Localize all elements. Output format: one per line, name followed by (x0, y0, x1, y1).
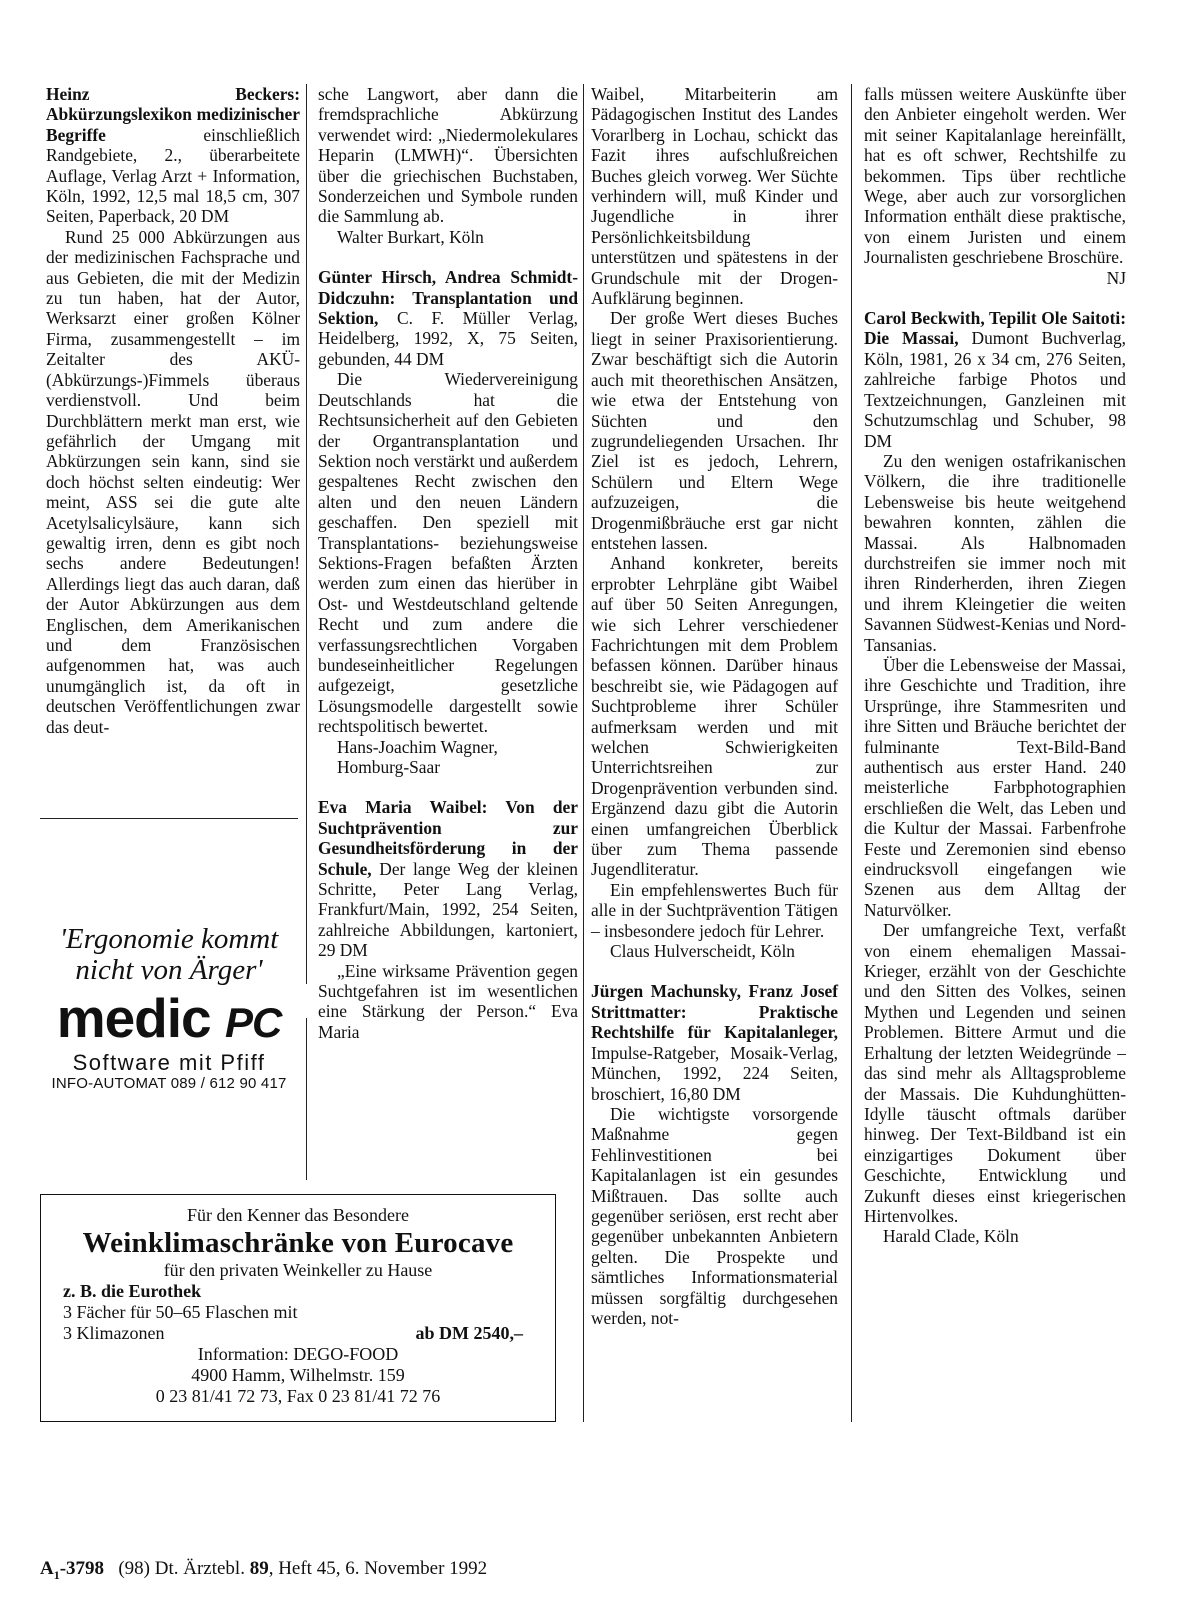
ad-wine-spec2: 3 Klimazonen (63, 1323, 165, 1343)
ad-medic-pc (40, 924, 298, 1093)
ad-wine-spec-row (63, 1323, 533, 1344)
review-paragraph: Der große Wert dieses Buches liegt in seiner Praxisorientierung. Zwar beschäftigt sich die Autorin auch mit theorethischen Ansätzen, wie etwa der Entstehung von Süchten und den zugrundeliegenden Ursachen. Ihr Ziel ist es jedoch, Lehrern, Schülern und Eltern Wege aufzuzeigen, die Drogenmißbräuche erst gar nicht entstehen lassen. (591, 308, 838, 553)
review-heading-machunsky (591, 981, 838, 1103)
review-heading-beckers (46, 84, 300, 227)
review-continuation: Waibel, Mitarbeiterin am Pädagogischen Institut des Landes Vorarlberg in Lochau, schickt das Fazit ihres aufschlußreichen Buches gleich vorweg. Wer Süchte verhindern will, muß Kinder und Jugendliche in ihrer Persönlichkeitsbildung unterstützen und spätestens in der Grundschule mit der Drogen-Aufklärung beginnen. (591, 84, 838, 309)
review-continuation (864, 84, 1126, 288)
review-paragraph: Anhand konkreter, bereits erprobter Lehrpläne gibt Waibel auf über 50 Seiten Anregungen, wie sich Lehrer verschiedener Fachrichtungen mit dem Problem befassen können. Darüber hinaus beschreibt sie, wie Pädagogen auf Suchtprobleme ihrer Schüler aufmerksam werden und mit welchen Schwierigkeiten Unterrichtsreihen zur Drogenprävention verbunden sind. Ergänzend dazu gibt die Autorin einen umfangreichen Überblick über zum Thema passende Jugendliteratur. (591, 553, 838, 880)
review-paragraph: Zu den wenigen ostafrikanischen Völkern, die ihre traditionelle Lebensweise bis heute weitgehend bewahren konnten, zählen die Massai. Als Halbnomaden durchstreifen sie immer noch mit ihren Rinderherden, ihren Ziegen und ihrem Kleingetier die weiten Savannen Südwest-Kenias und Nord-Tansanias. (864, 450, 1126, 655)
review-body: „Eine wirksame Prävention gegen Suchtgefahren ist im wesentlichen eine Stärkung der Person.“ Eva Maria (318, 960, 578, 1042)
review-signature: Walter Burkart, Köln (337, 226, 484, 247)
review-heading-beckwith (864, 308, 1126, 451)
ad-wine-line2: für den privaten Weinkeller zu Hause (163, 1260, 433, 1280)
ad-wine-price: ab DM 2540,– (415, 1323, 523, 1343)
column-rule-1 (306, 84, 307, 984)
review-continuation: sche Langwort, aber dann die fremdsprachliche Abkürzung verwendet wird: „Niedermolekulares Heparin (LMWH)“. Übersichten über die griechischen Buchstaben, Sonderzeichen und Symbole runden die Sammlung ab. (318, 84, 578, 227)
review-heading-rest: Dumont Buchverlag, Köln, 1981, 26 x 34 cm, 276 Seiten, zahlreiche farbige Photos und Textzeichnungen, Ganzleinen mit Schutzumschlag und Schuber, 98 DM (864, 328, 1126, 451)
column-1 (46, 84, 300, 737)
ad-brand-suffix: PC (224, 999, 282, 1046)
review-body: Rund 25 000 Abkürzungen aus der medizinischen Fachsprache und aus Gebieten, die mit der Medizin zu tun haben, hat der Autor, Werksarzt einer großen Kölner Firma, zusammengestellt – im Zeitalter des AKÜ-(Abkürzungs-)Fimmels überaus verdienstvoll. Und beim Durchblättern merkt man erst, wie gefährlich der Umgang mit Abkürzungen sein kann, sind sie doch höchst selten eindeutig: Wer meint, ASS sei die gute alte Acetylsalicylsäure, kann sich gewaltig irren, denn es gibt noch sechs andere Bedeutungen! Allerdings liegt das auch daran, daß der Autor Abkürzungen aus dem Englischen, dem Amerikanischen und dem Französischen aufgenommen hat, was auch unumgänglich ist, da oft in deutschen Veröffentlichungen zwar das deut- (46, 226, 300, 737)
footer-page-code: $A_1-3798$ (40, 1558, 105, 1582)
review-heading-bold: Eva Maria Waibel: Von der Suchtprävention zur Gesundheitsförderung in der Schule, (318, 797, 578, 879)
ad-separator-rule (40, 818, 298, 819)
ad-slogan-line1: 'Ergonomie kommt (59, 923, 279, 955)
ad-wine-line1: Für den Kenner das Besondere (187, 1205, 409, 1225)
review-heading-rest: Der lange Weg der kleinen Schritte, Peter Lang Verlag, Frankfurt/Main, 1992, 254 Seiten, zahlreiche Abbildungen, kartoniert, 29 DM (318, 858, 578, 961)
review-body: Die wichtigste vorsorgende Maßnahme gegen Fehlinvestitionen bei Kapitalanlagen ist ein gesundes Mißtrauen. Das sollte auch gegenüber seriösen, erst recht aber gegenüber unbekannten Anbietern gelten. Die Prospekte und sämtliches Informationsmaterial müssen sorgfältig durchgesehen werden, not- (591, 1103, 838, 1328)
review-paragraph: Über die Lebensweise der Massai, ihre Geschichte und Tradition, ihre Ursprünge, ihre Stammesriten und ihre Sitten und Bräuche berichtet der fulminante Text-Bild-Band authentisch aus erster Hand. 240 meisterliche Farbphotographien erschließen die Welt, das Leben und die Kultur der Massai. Farbenfrohe Feste und Zeremonien sind ebenso eindrucksvoll eingefangen wie Szenen aus dem Alltag der Naturvölker. (864, 654, 1126, 920)
ad-wine-headline: Weinklimaschränke von Eurocave (82, 1227, 514, 1259)
review-heading-bold: Heinz Beckers: Abkürzungslexikon medizinischer Begriffe (46, 84, 300, 145)
page-footer (40, 1558, 487, 1583)
ad-slogan-line2: nicht von Ärger' (75, 954, 263, 986)
review-heading-rest: Impulse-Ratgeber, Mosaik-Verlag, München, 1992, 224 Seiten, broschiert, 16,80 DM (591, 1042, 838, 1104)
ad-brand-main: medic (56, 987, 211, 1049)
review-heading-hirsch (318, 267, 578, 369)
footer-issue: , Heft 45, 6. November 1992 (268, 1558, 488, 1579)
column-3 (591, 84, 838, 1328)
review-heading-bold: Günter Hirsch, Andrea Schmidt-Didczuhn: Transplantation und Sektion, (318, 267, 578, 329)
review-heading-rest: C. F. Müller Verlag, Heidelberg, 1992, X, 75 Seiten, gebunden, 44 DM (318, 308, 578, 369)
review-paragraph: Ein empfehlenswertes Buch für alle in der Suchtprävention Tätigen – insbesondere jedoch für Lehrer. (591, 879, 838, 941)
ad-info-line: INFO-AUTOMAT 089 / 612 90 417 (51, 1075, 287, 1092)
review-heading-rest: einschließlich Randgebiete, 2., überarbeitete Auflage, Verlag Arzt + Information, Köln, 1992, 12,5 mal 18,5 cm, 307 Seiten, Paperback, 20 DM (46, 124, 300, 227)
column-4 (864, 84, 1126, 1247)
review-heading-bold: Carol Beckwith, Tepilit Ole Saitoti: Die Massai, (864, 308, 1126, 349)
column-rule-1-lower (306, 1018, 307, 1180)
footer-volume: 89 (249, 1558, 269, 1579)
review-signature: Hans-Joachim Wagner, (337, 736, 498, 757)
review-heading-waibel (318, 797, 578, 960)
review-signature-place: Homburg-Saar (337, 757, 441, 777)
column-rule-3 (851, 84, 852, 1422)
review-initials: NJ (1106, 267, 1126, 288)
review-heading-bold: Jürgen Machunsky, Franz Josef Strittmatter: Praktische Rechtshilfe für Kapitalanleger, (591, 981, 838, 1043)
ad-eurocave-box (40, 1194, 556, 1422)
review-signature: Harald Clade, Köln (883, 1226, 1019, 1247)
footer-journal: (98) Dt. Ärztebl. (118, 1558, 245, 1579)
ad-wine-model: z. B. die Eurothek (63, 1281, 202, 1301)
column-rule-2 (583, 84, 584, 1422)
ad-tagline: Software mit Pfiff (72, 1050, 266, 1075)
review-signature: Claus Hulverscheidt, Köln (610, 941, 795, 962)
ad-wine-info2: 4900 Hamm, Wilhelmstr. 159 (191, 1365, 405, 1385)
ad-wine-info3: 0 23 81/41 72 73, Fax 0 23 81/41 72 76 (155, 1386, 441, 1406)
review-continuation-text: falls müssen weitere Auskünfte über den Anbieter eingeholt werden. Wer mit seiner Kapitalanlage hereinfällt, hat es oft schwer, Rechtshilfe zu bekommen. Tips über rechtliche Wege, aber auch zur vorsorglichen Information enthält diese praktische, von einem Juristen und einem Journalisten geschriebene Broschüre. (864, 84, 1126, 268)
column-2 (318, 84, 578, 1042)
review-paragraph: Der umfangreiche Text, verfaßt von einem ehemaligen Massai-Krieger, erzählt von der Geschichte und den Sitten des Volkes, seinen Mythen und Legenden und seinen Problemen. Bittere Armut und die Erhaltung der letzten Weidegründe – das sind mehr als Alltagsprobleme der Massais. Die Kuhdunghütten-Idylle täuscht oftmals darüber hinweg. Der Text-Bildband ist ein einzigartiges Dokument über Geschichte, Entwicklung und Zukunft dieses einst kriegerischen Hirtenvolkes. (864, 920, 1126, 1226)
ad-wine-info1: Information: DEGO-FOOD (197, 1344, 399, 1364)
ad-brand-logo (40, 987, 298, 1051)
review-body: Die Wiedervereinigung Deutschlands hat die Rechtsunsicherheit auf den Gebieten der Organtransplantation und Sektion noch verstärkt und außerdem gespaltenes Recht zwischen den alten und den neuen Ländern geschaffen. Den speziell mit Transplantations- beziehungsweise Sektions-Fragen befaßten Ärzten werden zum einen das hierüber in Ost- und Westdeutschland geltende Recht und zum andere die verfassungsrechtlichen Vorgaben bundeseinheitlicher Regelungen aufgezeigt, gesetzliche Lösungsmodelle dargestellt sowie rechtspolitisch bewertet. (318, 369, 578, 737)
ad-wine-spec1: 3 Fächer für 50–65 Flaschen mit (63, 1302, 298, 1322)
